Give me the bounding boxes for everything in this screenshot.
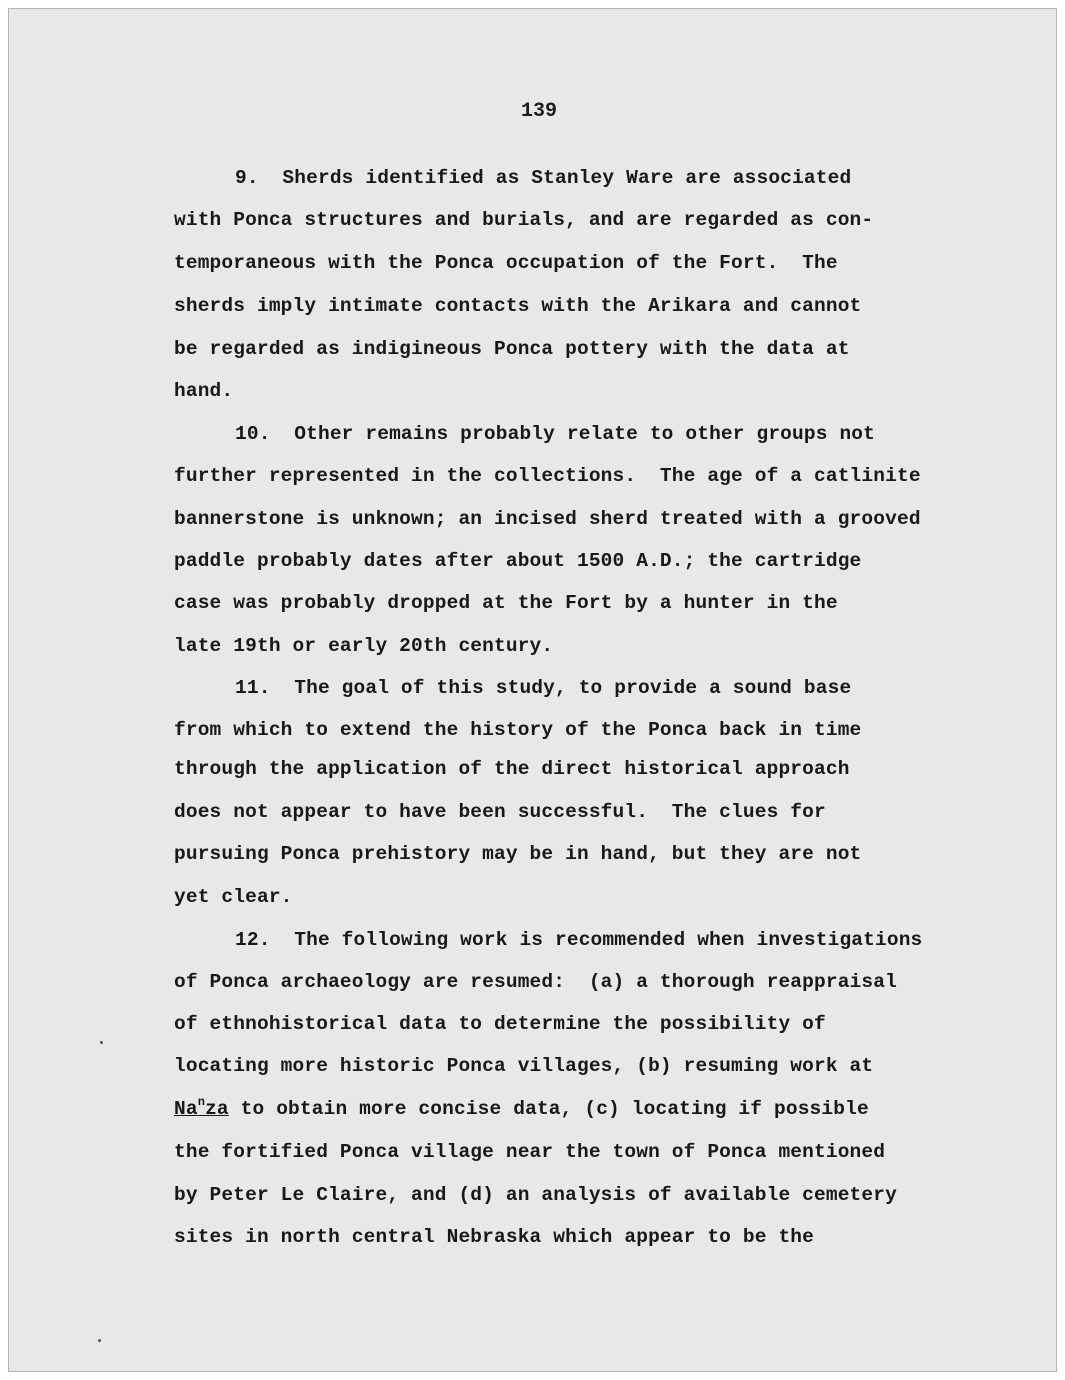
paragraph-12-line-8: sites in north central Nebraska which appear to be the xyxy=(174,1226,815,1248)
page-number: 139 xyxy=(521,100,558,123)
paragraph-12-line-5 xyxy=(174,1095,869,1120)
paragraph-9-line-3: temporaneous with the Ponca occupation of the Fort. The xyxy=(174,252,838,274)
paragraph-10-line-1: 10. Other remains probably relate to other groups not xyxy=(235,423,876,445)
paragraph-10-line-4: paddle probably dates after about 1500 A.D.; the cartridge xyxy=(174,550,862,572)
paragraph-12-line-4: locating more historic Ponca villages, (b) resuming work at xyxy=(174,1055,874,1077)
nanza-base-1: Na xyxy=(174,1098,198,1120)
paragraph-10-line-2: further represented in the collections. The age of a catlinite xyxy=(174,465,921,487)
paragraph-11-line-2: from which to extend the history of the Ponca back in time xyxy=(174,719,862,741)
nanza-word xyxy=(174,1095,229,1120)
nanza-line-rest: to obtain more concise data, (c) locating if possible xyxy=(228,1098,869,1120)
paragraph-9-line-6: hand. xyxy=(174,380,234,402)
paragraph-12-line-7: by Peter Le Claire, and (d) an analysis of available cemetery xyxy=(174,1184,897,1206)
paragraph-9-line-2: with Ponca structures and burials, and are regarded as con- xyxy=(174,209,874,231)
paragraph-11-line-1: 11. The goal of this study, to provide a sound base xyxy=(235,677,852,699)
paragraph-11-line-6: yet clear. xyxy=(174,886,293,908)
paragraph-9-line-5: be regarded as indigineous Ponca pottery with the data at xyxy=(174,338,850,360)
paragraph-10-line-3: bannerstone is unknown; an incised sherd treated with a grooved xyxy=(174,508,921,530)
paragraph-12-line-2: of Ponca archaeology are resumed: (a) a thorough reappraisal xyxy=(174,971,897,993)
nanza-base-2: za xyxy=(205,1098,229,1120)
paragraph-12-line-1: 12. The following work is recommended when investigations xyxy=(235,929,923,951)
paragraph-12-line-6: the fortified Ponca village near the town of Ponca mentioned xyxy=(174,1141,886,1163)
paragraph-11-line-3: through the application of the direct historical approach xyxy=(174,758,850,780)
paragraph-11-line-4: does not appear to have been successful. The clues for xyxy=(174,801,826,823)
paragraph-11-line-5: pursuing Ponca prehistory may be in hand, but they are not xyxy=(174,843,862,865)
nanza-superscript: n xyxy=(197,1095,206,1109)
paragraph-9-line-4: sherds imply intimate contacts with the Arikara and cannot xyxy=(174,295,862,317)
paragraph-12-line-3: of ethnohistorical data to determine the possibility of xyxy=(174,1013,826,1035)
paragraph-10-line-5: case was probably dropped at the Fort by a hunter in the xyxy=(174,592,838,614)
paragraph-10-line-6: late 19th or early 20th century. xyxy=(174,635,554,657)
document-page xyxy=(8,8,1057,1372)
scan-speck xyxy=(100,1041,103,1044)
paragraph-9-line-1: 9. Sherds identified as Stanley Ware are associated xyxy=(235,167,852,189)
scan-speck xyxy=(98,1339,101,1342)
